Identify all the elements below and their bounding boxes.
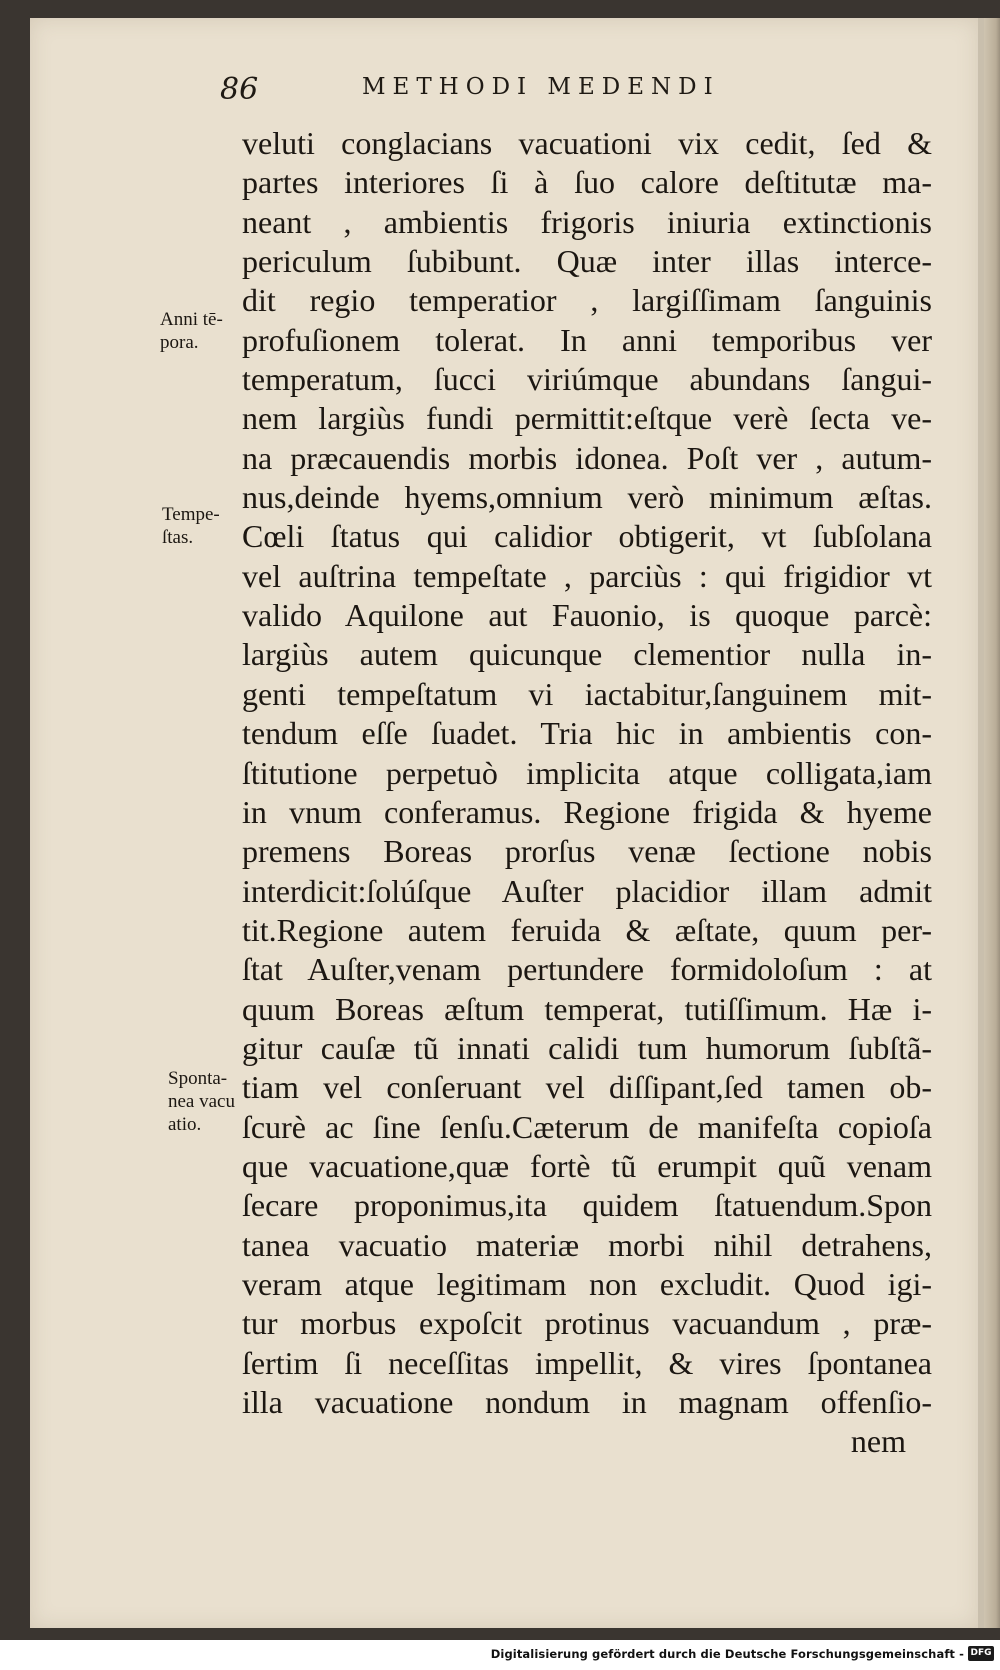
footer-bar [0, 1640, 1000, 1670]
text-line: periculum ſubibunt. Quæ inter illas interce- [242, 243, 932, 280]
text-line: ſtitutione perpetuò implicita atque colligata,iam [242, 754, 932, 791]
text-line: veluti conglacians vacuationi vix cedit, ſed & [242, 125, 932, 161]
dfg-logo-icon: DFG [968, 1646, 994, 1661]
text-line: tiam vel conſeruant vel diſſipant,ſed tamen ob- [242, 1069, 932, 1106]
text-line: ſecare proponimus,ita quidem ſtatuendum.Spon [242, 1187, 932, 1224]
text-line: interdicit:ſolúſque Auſter placidior illam admit [242, 872, 932, 909]
text-line: Cœli ſtatus qui calidior obtigerit, vt ſubſolana [242, 518, 932, 555]
catchword: nem [850, 1423, 906, 1460]
text-line: premens Boreas prorſus venæ ſectione nobis [242, 833, 932, 870]
text-line: veram atque legitimam non excludit. Quod igi- [242, 1265, 932, 1302]
margin-note-spontanea: Sponta- nea vacu atio. [168, 1068, 235, 1135]
running-title: METHODI MEDENDI [362, 74, 720, 100]
text-line: profuſionem tolerat. In anni temporibus ver [242, 321, 932, 358]
text-line: dit regio temperatior , largiſſimam ſanguinis [242, 282, 932, 319]
text-line: nus,deinde hyems,omnium verò minimum æſtas. [242, 479, 932, 516]
text-line: ſtat Auſter,venam pertundere formidoloſum : at [242, 951, 932, 988]
text-line: que vacuatione,quæ fortè tũ erumpit quũ venam [242, 1147, 932, 1184]
text-line: na præcauendis morbis idonea. Poſt ver , autum- [242, 439, 932, 476]
text-line: quum Boreas æſtum temperat, tutiſſimum. Hæ i- [242, 990, 932, 1027]
footer-credit: Digitalisierung gefördert durch die Deutsche Forschungsgemeinschaft - [490, 1647, 964, 1661]
text-line: illa vacuatione nondum in magnam offenſio- [242, 1384, 932, 1420]
text-line: tur morbus expoſcit protinus vacuandum , præ- [242, 1305, 932, 1342]
page-edge [984, 18, 1000, 1628]
text-line: largiùs autem quicunque clementior nulla in- [242, 636, 932, 673]
running-head [220, 72, 800, 112]
text-line: ſertim ſi neceſſitas impellit, & vires ſpontanea [242, 1344, 932, 1381]
page-number: 86 [220, 72, 259, 107]
text-line: tit.Regione autem feruida & æſtate, quum per- [242, 911, 932, 948]
margin-note-anni-tempora: Anni tē- pora. [160, 309, 223, 353]
text-line: in vnum conferamus. Regione frigida & hyeme [242, 793, 932, 830]
text-line: vel auſtrina tempeſtate , parciùs : qui frigidior vt [242, 557, 932, 594]
margin-note-tempestas: Tempe- ſtas. [162, 504, 220, 548]
text-line: genti tempeſtatum vi iactabitur,ſanguinem mit- [242, 675, 932, 712]
text-line: neant , ambientis frigoris iniuria extinctionis [242, 203, 932, 240]
text-line: partes interiores ſi à ſuo calore deſtitutæ ma- [242, 164, 932, 201]
text-line: tanea vacuatio materiæ morbi nihil detrahens, [242, 1226, 932, 1263]
text-line: ſcurè ac ſine ſenſu.Cæterum de manifeſta copioſa [242, 1108, 932, 1145]
text-line: gitur cauſæ tũ innati calidi tum humorum ſubſtã- [242, 1029, 932, 1066]
text-line: nem largiùs fundi permittit:eſtque verè ſecta ve- [242, 400, 932, 437]
body-text [242, 124, 932, 1462]
text-line: valido Aquilone aut Fauonio, is quoque parcè: [242, 597, 932, 634]
text-line: temperatum, ſucci viriúmque abundans ſangui- [242, 361, 932, 398]
text-line: tendum eſſe ſuadet. Tria hic in ambientis con- [242, 715, 932, 752]
